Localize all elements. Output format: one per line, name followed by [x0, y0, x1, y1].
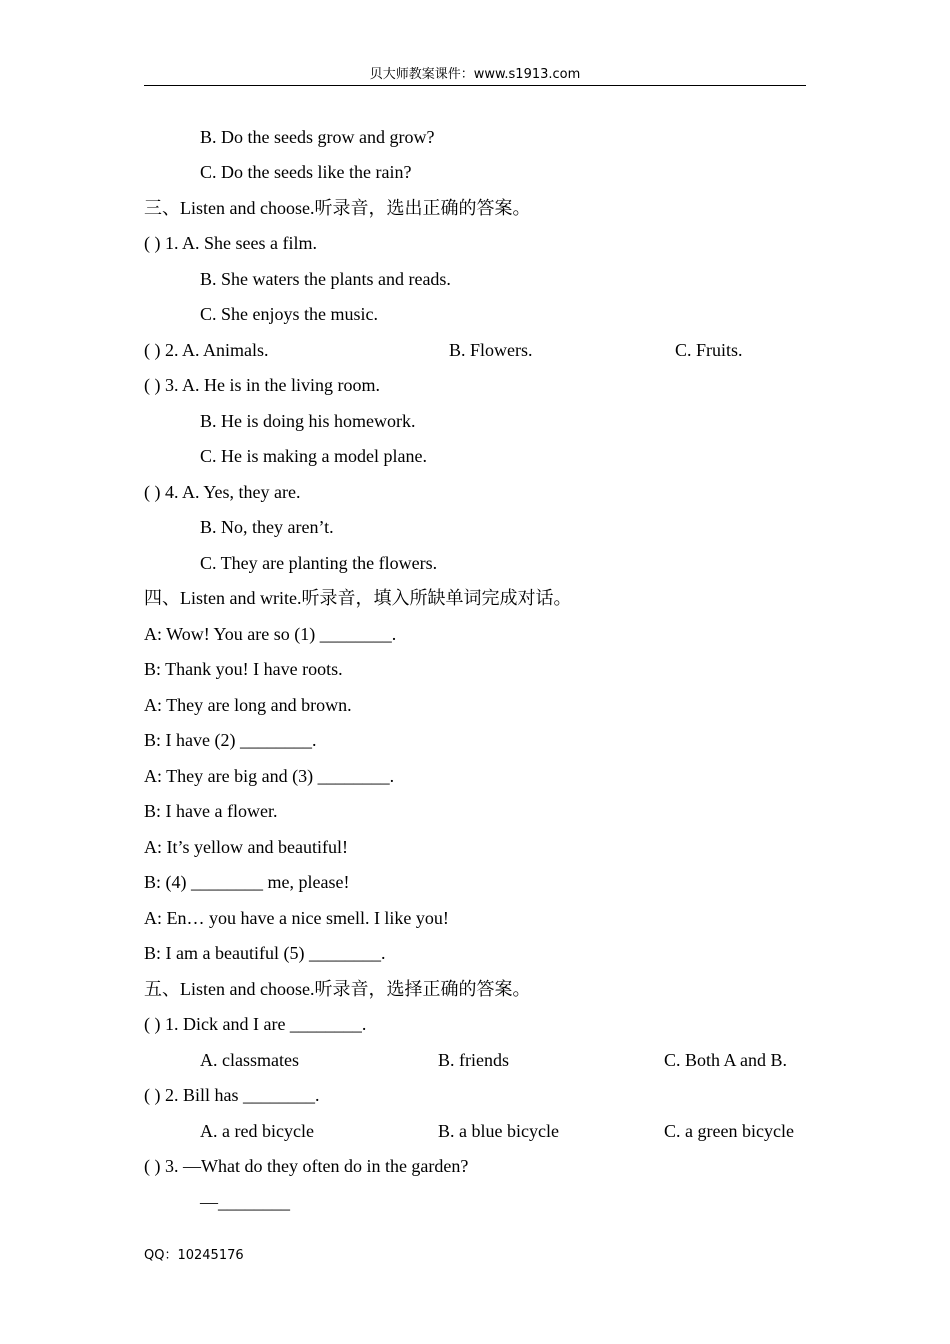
dialogue-line: A: Wow! You are so (1) ________. — [144, 624, 397, 644]
option-line: B. No, they aren’t. — [200, 517, 334, 537]
dialogue-line: B: I have a flower. — [144, 801, 278, 821]
option-line: C. He is making a model plane. — [200, 446, 427, 466]
dialogue-line: B: (4) ________ me, please! — [144, 872, 350, 892]
question-line: ( ) 1. Dick and I are ________. — [144, 1014, 367, 1034]
option-line: C. Both A and B. — [664, 1050, 788, 1070]
dialogue-line: B: I am a beautiful (5) ________. — [144, 943, 386, 963]
section-heading: 四、Listen and write.听录音，填入所缺单词完成对话。 — [144, 588, 572, 608]
dialogue-line: B: I have (2) ________. — [144, 730, 317, 750]
option-line: B. Do the seeds grow and grow? — [200, 127, 435, 147]
dialogue-line: B: Thank you! I have roots. — [144, 659, 343, 679]
dialogue-line: A: They are long and brown. — [144, 695, 352, 715]
dialogue-line: A: En… you have a nice smell. I like you! — [144, 908, 449, 928]
question-line: ( ) 3. A. He is in the living room. — [144, 375, 380, 395]
option-line: A. a red bicycle — [200, 1121, 314, 1141]
page-footer: QQ：10245176 — [144, 1248, 244, 1263]
section-heading: 三、Listen and choose.听录音，选出正确的答案。 — [144, 198, 531, 218]
header-divider — [144, 85, 806, 86]
option-line: A. classmates — [200, 1050, 299, 1070]
question-line: ( ) 2. A. Animals. — [144, 340, 269, 360]
page-header: 贝大师教案课件：www.s1913.com — [369, 67, 581, 82]
answer-blank: —________ — [200, 1192, 290, 1212]
option-line: B. Flowers. — [449, 340, 533, 360]
question-line: ( ) 1. A. She sees a film. — [144, 233, 317, 253]
option-line: B. a blue bicycle — [438, 1121, 559, 1141]
option-line: C. Fruits. — [675, 340, 743, 360]
dialogue-line: A: They are big and (3) ________. — [144, 766, 395, 786]
question-line: ( ) 3. —What do they often do in the garden? — [144, 1156, 469, 1176]
option-line: C. a green bicycle — [664, 1121, 794, 1141]
option-line: C. Do the seeds like the rain? — [200, 162, 412, 182]
question-line: ( ) 2. Bill has ________. — [144, 1085, 320, 1105]
question-line: ( ) 4. A. Yes, they are. — [144, 482, 301, 502]
option-line: B. She waters the plants and reads. — [200, 269, 451, 289]
option-line: C. She enjoys the music. — [200, 304, 378, 324]
option-line: B. He is doing his homework. — [200, 411, 416, 431]
dialogue-line: A: It’s yellow and beautiful! — [144, 837, 348, 857]
option-line: B. friends — [438, 1050, 509, 1070]
section-heading: 五、Listen and choose.听录音，选择正确的答案。 — [144, 979, 531, 999]
option-line: C. They are planting the flowers. — [200, 553, 438, 573]
